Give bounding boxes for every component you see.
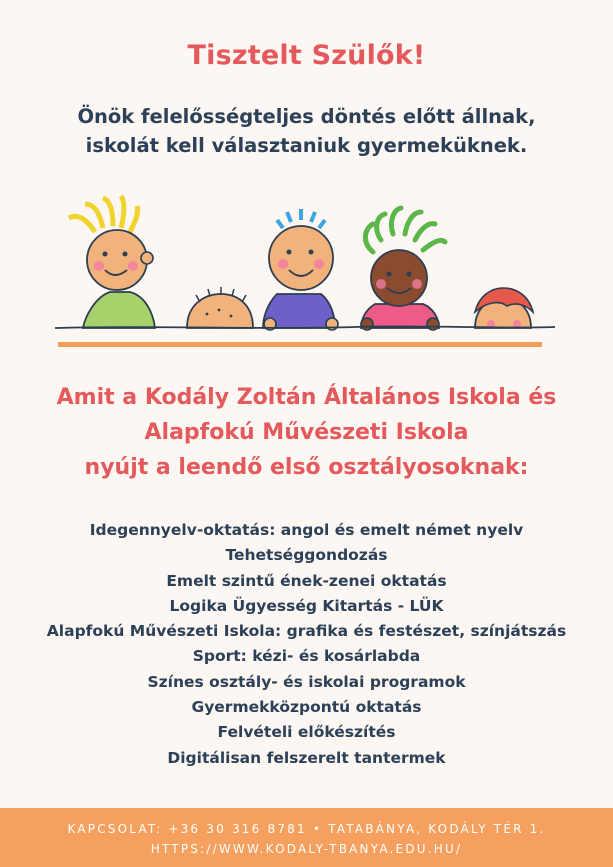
intro-line: Önök felelősségteljes döntés előtt állnak, [77, 105, 536, 128]
feature-item: Alapfokú Művészeti Iskola: grafika és festészet, színjátszás [46, 622, 567, 641]
orange-divider [58, 342, 542, 347]
feature-item: Sport: kézi- és kosárlabda [192, 647, 421, 666]
footer-contact: KAPCSOLAT: +36 30 316 8781 • TATABÁNYA, KODÁLY TÉR 1. [67, 822, 546, 836]
feature-item: Logika Ügyesség Kitartás - LÜK [169, 596, 444, 615]
feature-item: Felvételi előkészítés [217, 723, 396, 742]
child-yellow-hair [69, 196, 155, 328]
offer-heading [0, 380, 613, 485]
offer-line: Alapfokú Művészeti Iskola [144, 420, 469, 445]
feature-item: Tehetséggondozás [225, 546, 388, 565]
offer-line: nyújt a leendő első osztályosoknak: [84, 455, 529, 480]
child-green-hair [361, 208, 445, 330]
feature-item: Digitálisan felszerelt tantermek [167, 748, 446, 767]
child-blue-hair [263, 209, 338, 330]
footer-bar [0, 808, 613, 867]
feature-item: Gyermekközpontú oktatás [191, 698, 422, 717]
footer-website-link[interactable]: HTTPS://WWW.KODALY-TBANYA.EDU.HU/ [150, 842, 463, 856]
feature-item: Emelt szintű ének-zenei oktatás [166, 571, 447, 590]
intro-text [0, 102, 613, 160]
child-red-hair [475, 288, 533, 328]
child-peeking [187, 287, 253, 328]
feature-item: Idegennyelv-oktatás: angol és emelt német nyelv [89, 521, 524, 539]
intro-line: iskolát kell választaniuk gyermeküknek. [85, 134, 528, 157]
feature-item: Színes osztály- és iskolai programok [147, 672, 466, 691]
children-peeking-illustration [55, 192, 555, 352]
features-list [0, 518, 613, 771]
page-title: Tisztelt Szülők! [187, 40, 426, 71]
offer-line: Amit a Kodály Zoltán Általános Iskola és [56, 385, 557, 410]
